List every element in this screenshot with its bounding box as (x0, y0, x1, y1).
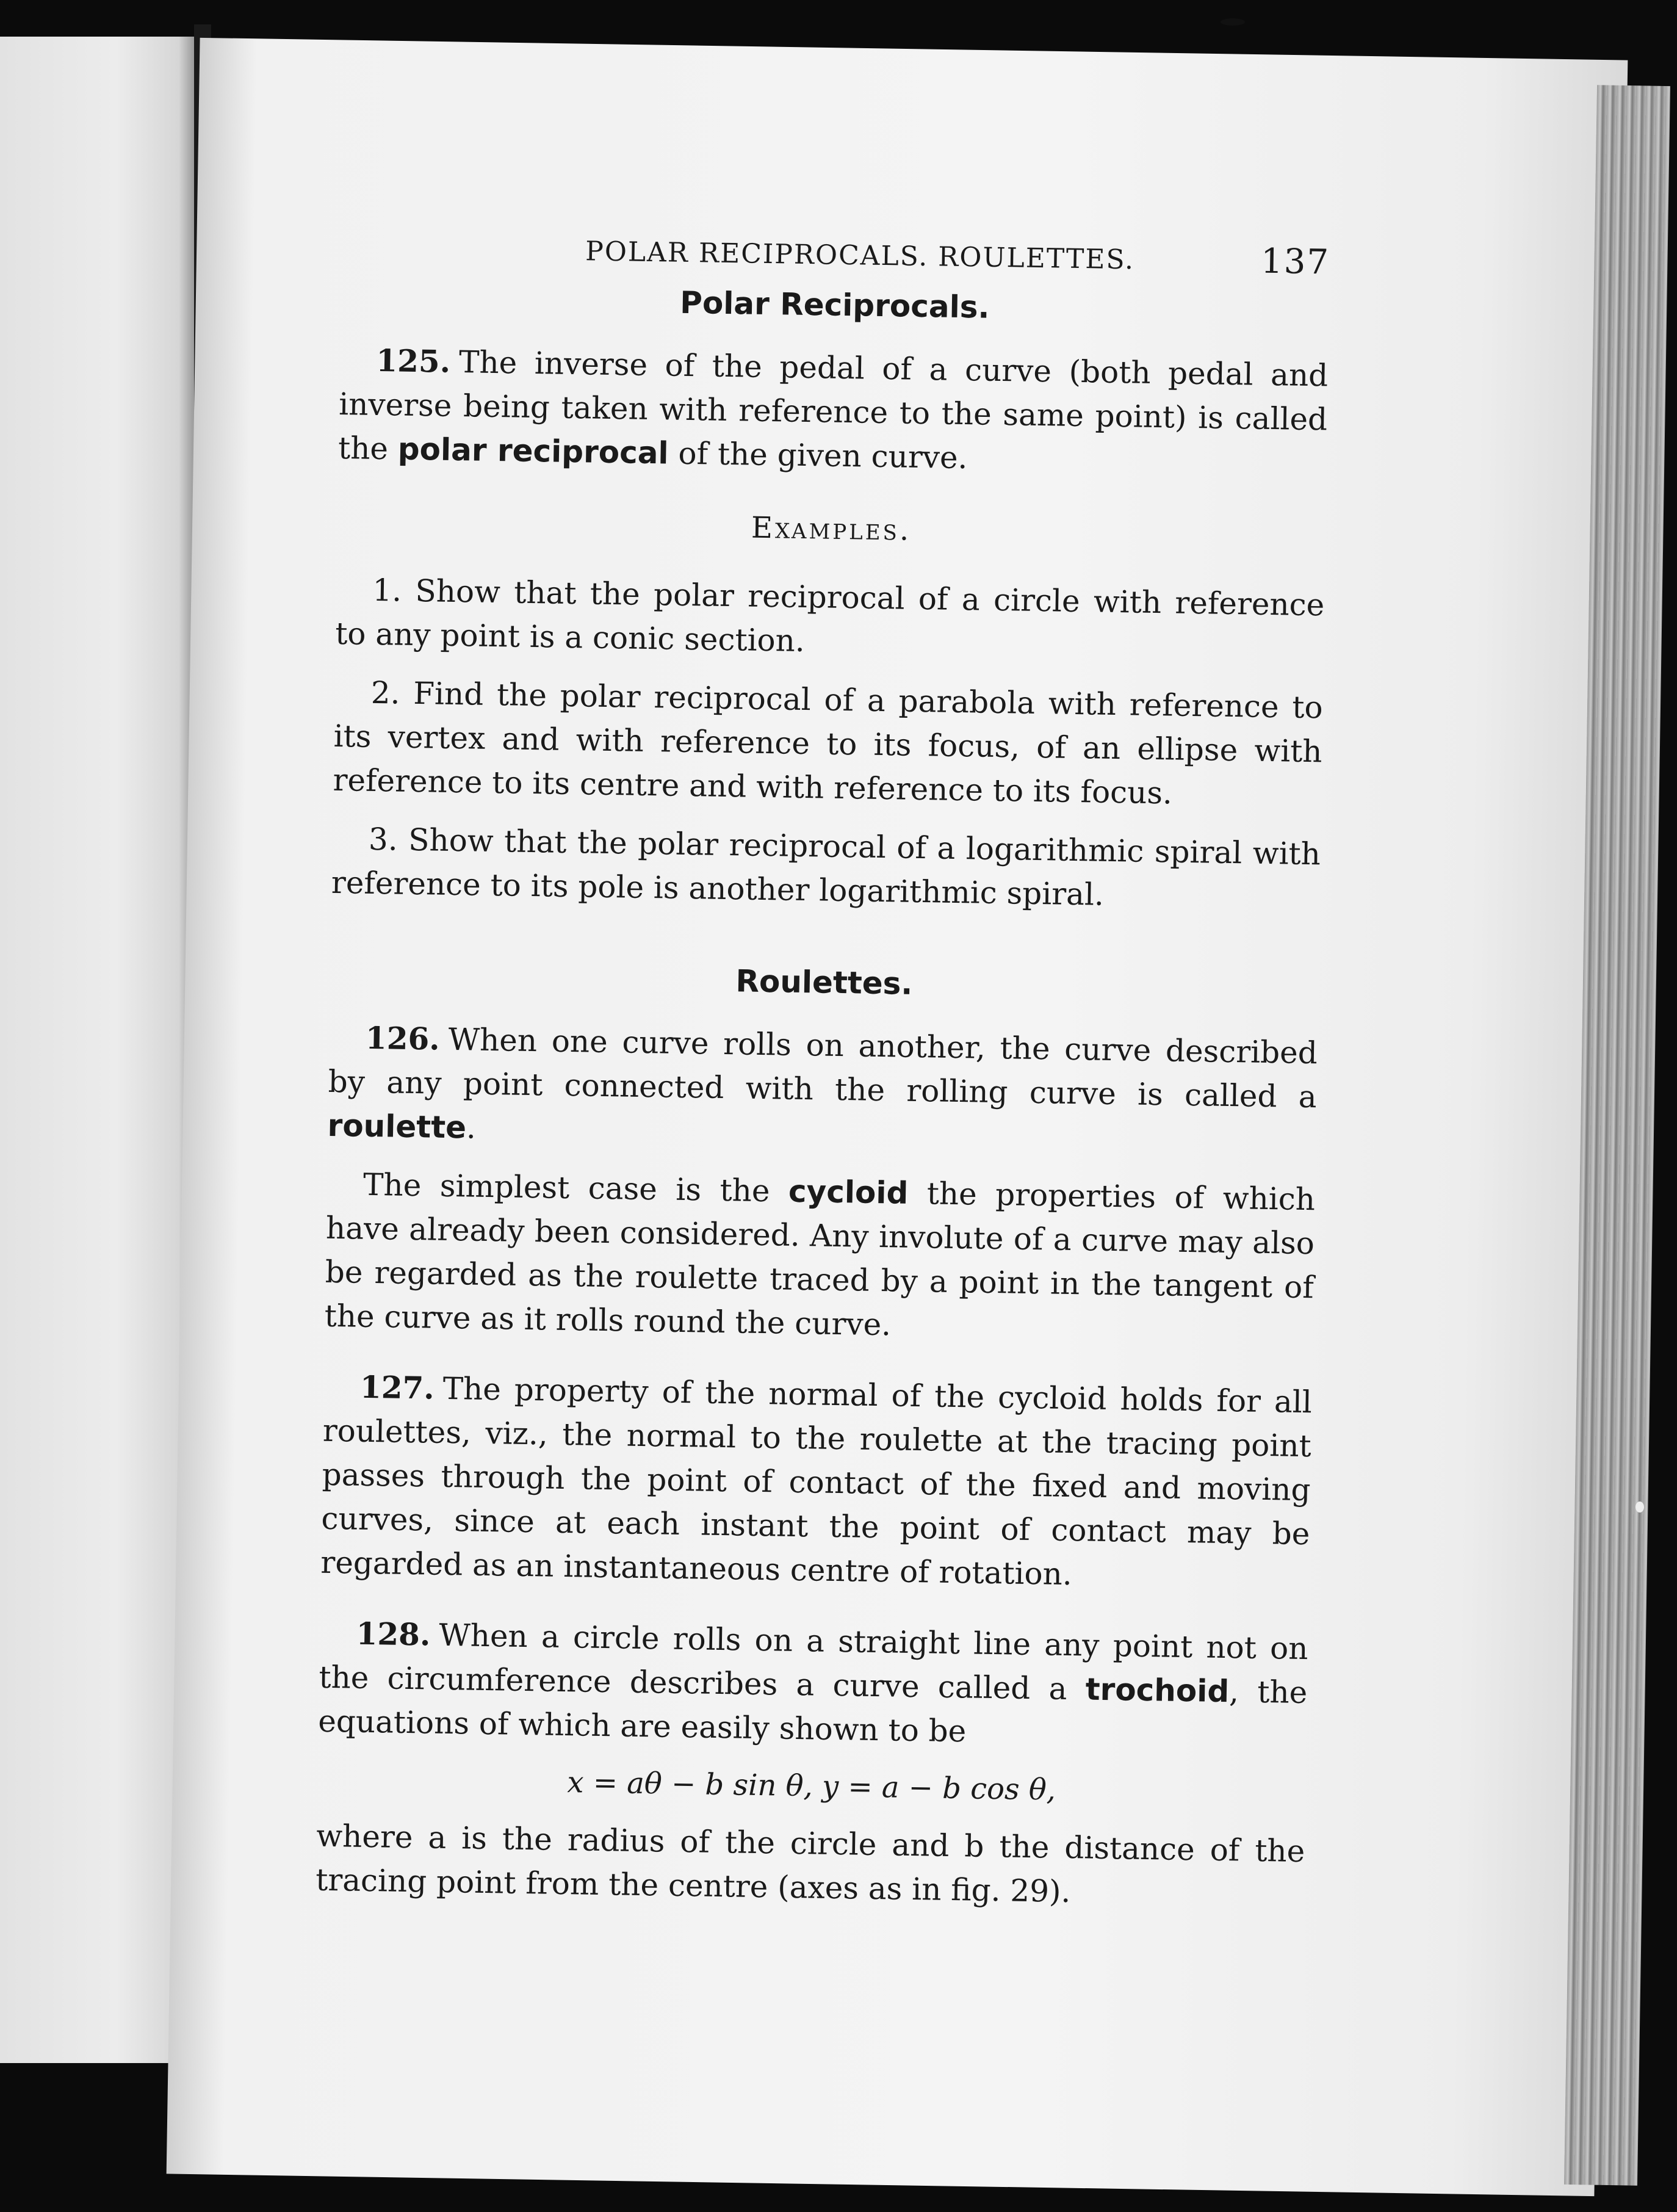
paragraph-128-continued: where a is the radius of the circle and b the distance of the tracing point from the centre (axes as in fig. 29). (315, 1818, 1305, 1910)
page-text (315, 220, 1330, 1932)
paragraph-number: 127. (359, 1368, 435, 1406)
defined-term: trochoid (1085, 1671, 1230, 1710)
section-title-roulettes: Roulettes. (735, 963, 913, 1002)
paragraph-text: , the equations of which are easily shown to be (317, 1674, 1308, 1749)
paragraph-text: The property of the normal of the cycloid holds for all roulettes, viz., the normal to the roulette at the tracing point passes through the point of contact of the fixed and moving curves, since at each instant the point of contact may be regarded as an instantaneous centre of rotation. (320, 1370, 1313, 1592)
paragraph-125 (338, 338, 1329, 485)
paragraph-text: The simplest case is the (362, 1166, 789, 1209)
trochoid-equation: x = aθ − b sin θ, y = a − b cos θ, (567, 1765, 1056, 1807)
defined-term: cycloid (788, 1173, 909, 1211)
scan-mark (1221, 18, 1245, 26)
paragraph-number: 128. (356, 1615, 431, 1653)
paragraph-text: When one curve rolls on another, the curve described by any point connected with the rolling curve is called a (328, 1021, 1318, 1115)
paragraph-127 (320, 1365, 1312, 1600)
paragraph-text: the properties of which have already been considered. Any involute of a curve may also be regarded as the roulette traced by a point in the tangent of the curve as it rolls round the curve. (324, 1175, 1316, 1343)
paragraph-number: 125. (375, 342, 451, 380)
example-1: 1. Show that the polar reciprocal of a circle with reference to any point is a conic section. (334, 572, 1325, 659)
paragraph-126 (327, 1016, 1318, 1163)
defined-term: polar reciprocal (397, 431, 669, 471)
scan-mark (1636, 1502, 1644, 1513)
paragraph-number: 126. (365, 1019, 441, 1057)
examples-heading: Examples. (751, 510, 912, 548)
defined-term: roulette (327, 1107, 467, 1146)
paragraph-text: . (466, 1110, 477, 1146)
example-2: 2. Find the polar reciprocal of a parabola with reference to its vertex and with reference to its focus, of an ellipse with reference to its centre and with reference to its focus. (333, 674, 1324, 811)
example-3: 3. Show that the polar reciprocal of a logarithmic spiral with reference to its pole is another logarithmic spiral. (331, 821, 1321, 913)
left-page-edge (0, 37, 194, 2063)
paragraph-text: The inverse of the pedal of a curve (both pedal and inverse being taken with reference to the same point) is called the (337, 344, 1329, 467)
page-number: 137 (1260, 241, 1330, 283)
paragraph-text: When a circle rolls on a straight line any point not on the circumference describes a curve called a (319, 1617, 1308, 1707)
running-head: POLAR RECIPROCALS. ROULETTES. (585, 236, 1135, 276)
paragraph-text: of the given curve. (668, 435, 968, 476)
paragraph-128 (318, 1611, 1308, 1758)
paragraph-126-continued (324, 1162, 1315, 1353)
section-title-polar-reciprocals: Polar Reciprocals. (679, 284, 990, 325)
